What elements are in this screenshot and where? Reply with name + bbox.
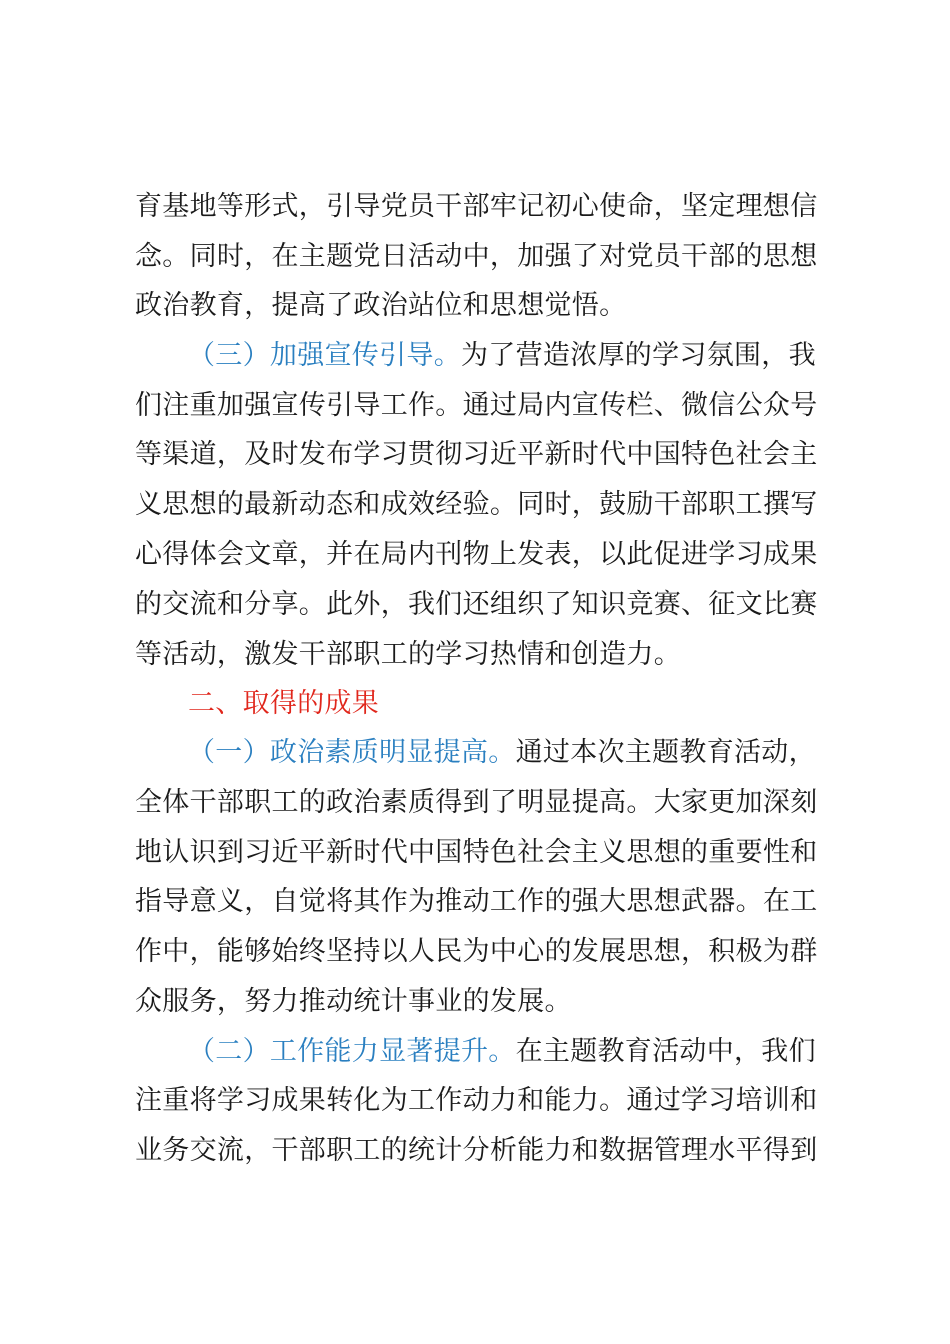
paragraph-2-line-3: 等渠道，及时发布学习贯彻习近平新时代中国特色社会主 — [135, 439, 818, 470]
paragraph-4-line-2: 注重将学习成果转化为工作动力和能力。通过学习培训和 — [135, 1085, 818, 1116]
subheading-strengthen-publicity: （三）加强宣传引导。 — [188, 340, 461, 371]
paragraph-1-line-3: 政治教育，提高了政治站位和思想觉悟。 — [135, 290, 627, 321]
paragraph-3-line-3: 地认识到习近平新时代中国特色社会主义思想的重要性和 — [135, 837, 818, 868]
paragraph-4-line-1-text: 在主题教育活动中，我们 — [515, 1036, 816, 1067]
paragraph-2-line-4: 义思想的最新动态和成效经验。同时，鼓励干部职工撰写 — [135, 489, 818, 520]
paragraph-4-line-1 — [188, 1027, 835, 1077]
paragraph-2-line-1-text: 为了营造浓厚的学习氛围，我 — [461, 340, 816, 371]
paragraph-3-line-1 — [188, 728, 835, 778]
paragraph-1-line-1: 育基地等形式，引导党员干部牢记初心使命，坚定理想信 — [135, 191, 818, 222]
subheading-work-ability: （二）工作能力显著提升。 — [188, 1036, 516, 1067]
paragraph-3-line-5: 作中，能够始终坚持以人民为中心的发展思想，积极为群 — [135, 936, 818, 967]
subheading-political-quality: （一）政治素质明显提高。 — [188, 737, 516, 768]
paragraph-2-line-6: 的交流和分享。此外，我们还组织了知识竞赛、征文比赛 — [135, 589, 818, 620]
paragraph-2-line-1 — [188, 331, 835, 381]
paragraph-2-line-2: 们注重加强宣传引导工作。通过局内宣传栏、微信公众号 — [135, 390, 818, 421]
paragraph-3-line-6: 众服务，努力推动统计事业的发展。 — [135, 986, 572, 1017]
paragraph-3-line-4: 指导意义，自觉将其作为推动工作的强大思想武器。在工 — [135, 886, 818, 917]
paragraph-1-line-2: 念。同时，在主题党日活动中，加强了对党员干部的思想 — [135, 241, 818, 272]
section-heading-achievements: 二、取得的成果 — [188, 688, 380, 719]
paragraph-3-line-2: 全体干部职工的政治素质得到了明显提高。大家更加深刻 — [135, 787, 818, 818]
paragraph-2-line-5: 心得体会文章，并在局内刊物上发表，以此促进学习成果 — [135, 539, 818, 570]
paragraph-3-line-1-text: 通过本次主题教育活动， — [515, 737, 816, 768]
paragraph-4-line-3: 业务交流，干部职工的统计分析能力和数据管理水平得到 — [135, 1135, 818, 1166]
paragraph-2-line-7: 等活动，激发干部职工的学习热情和创造力。 — [135, 639, 681, 670]
